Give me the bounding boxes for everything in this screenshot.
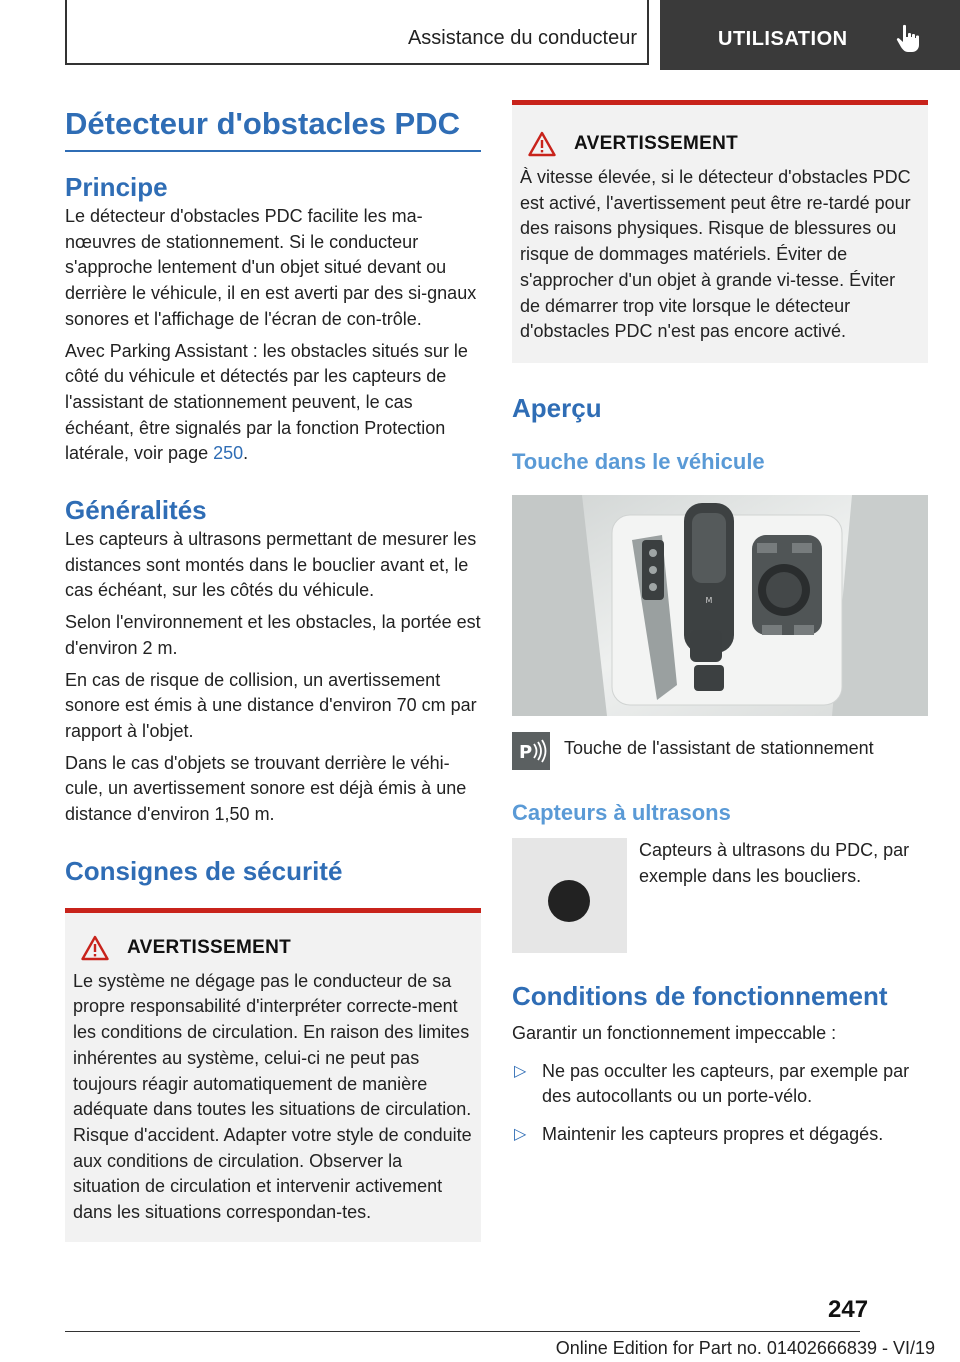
capteurs-text: Capteurs à ultrasons du PDC, par exemple dans les boucliers. (639, 839, 910, 886)
paragraph-generalites-4: Dans le cas d'objets se trouvant derrière le véhi-cule, un avertissement sonore est déjà émis à une distance d'environ 1,50 m. (65, 752, 467, 825)
warning-box-left (65, 908, 481, 1242)
warning-header (520, 131, 920, 157)
page-link-250[interactable]: 250 (213, 443, 244, 464)
list-item-text: Ne pas occulter les capteurs, par exemple par des autocollants ou un porte-vélo. (542, 1060, 910, 1107)
ultrasonic-sensor-image (512, 838, 627, 953)
svg-text:P: P (519, 741, 533, 763)
warning-triangle-icon (528, 131, 556, 157)
header-rule-right (647, 0, 649, 65)
footer-edition: Online Edition for Part no. 01402666839 - VI/19 (555, 1338, 935, 1358)
page-number: 247 (828, 1296, 869, 1323)
heading-touche: Touche dans le véhicule (512, 448, 765, 474)
warning-header (73, 935, 473, 961)
warning-text: À vitesse élevée, si le détecteur d'obstacles PDC est activé, l'avertissement peut être re-tardé pour des raisons physiques. Risque de blessures ou risque de dommages matériels. Éviter de s'approcher d'un objet à grande vi-tesse. Éviter de démarrer trop vite lorsque le détecteur d'obstacles PDC n'est pas encore activé. (520, 167, 911, 342)
paragraph-principe-2-end: . (243, 443, 249, 464)
paragraph-principe-1: Le détecteur d'obstacles PDC facilite les ma-nœuvres de stationnement. Si le conducteur s'approche lentement d'un objet situé devant ou derrière le véhicule, il en est averti par des si-gnaux sonores et l'affichage de l'écran de con-trôle. (65, 206, 477, 329)
heading-capteurs: Capteurs à ultrasons (512, 799, 731, 825)
warning-text: Le système ne dégage pas le conducteur de sa propre responsabilité d'interpréter correcte-ment les conditions de circulation. En raison des limites inhérentes au système, celui-ci ne peut pas toujours réagir automatiquement de manière adéquate dans toutes les situations de circulation. Risque d'accident. Adapter votre style de conduite aux conditions de circulation. Observer la situation de circulation et intervenir activement dans les situations correspondan-tes. (73, 970, 472, 1223)
heading-principe: Principe (65, 172, 168, 202)
page-title: Détecteur d'obstacles PDC (65, 106, 460, 141)
legend-row (512, 732, 928, 770)
paragraph-generalites-3: En cas de risque de collision, un avertissement sonore est émis à une distance d'environ 70 cm par rapport à l'objet. (65, 669, 477, 741)
footer-rule (65, 1331, 860, 1332)
parking-assistant-icon (512, 732, 550, 770)
heading-generalites: Généralités (65, 495, 207, 526)
left-column (65, 100, 481, 1242)
list-item-text: Maintenir les capteurs propres et dégagés. (542, 1124, 884, 1145)
conditions-list (512, 1059, 928, 1148)
warning-triangle-icon (81, 935, 109, 961)
sensor-row (512, 838, 928, 953)
heading-conditions: Conditions de fonctionnement (512, 980, 888, 1011)
paragraph-generalites-2: Selon l'environnement et les obstacles, la portée est d'environ 2 m. (65, 612, 481, 658)
paragraph-principe-2 (65, 339, 481, 468)
conditions-intro: Garantir un fonctionnement impeccable : (512, 1022, 837, 1043)
triangle-bullet-icon: ▷ (514, 1062, 527, 1080)
section-title: Assistance du conducteur (407, 27, 637, 49)
paragraph-generalites-1: Les capteurs à ultrasons permettant de mesurer les distances sont montés dans le bouclier avant et, le cas échéant, sur les côtés du véhicule. (65, 529, 477, 601)
list-item (512, 1059, 928, 1110)
sensor-dot (548, 880, 590, 922)
heading-securite: Consignes de sécurité (65, 855, 343, 886)
center-console-illustration (512, 495, 928, 716)
warning-title: AVERTISSEMENT (574, 133, 739, 154)
svg-text:M: M (705, 595, 713, 605)
chapter-tab-label: UTILISATION (718, 28, 848, 50)
warning-title: AVERTISSEMENT (127, 936, 292, 958)
warning-box-right (512, 100, 928, 363)
chapter-tab (660, 0, 960, 70)
paragraph-principe-2-text: Avec Parking Assistant : les obstacles situés sur le côté du véhicule et détectés par les capteurs de l'assistant de stationnement peuvent, le cas échéant, être signalés par la fonction Protection latérale, voir page (65, 340, 468, 464)
header-rule-left (65, 0, 67, 65)
center-console-photo (512, 495, 928, 716)
pointing-hand-icon (896, 24, 922, 54)
title-rule (65, 150, 481, 152)
list-item (512, 1122, 928, 1148)
heading-apercu: Aperçu (512, 392, 602, 423)
triangle-bullet-icon: ▷ (514, 1126, 527, 1144)
legend-text: Touche de l'assistant de stationnement (564, 737, 874, 758)
header-rule-bottom (65, 63, 649, 65)
right-column (512, 100, 928, 1160)
